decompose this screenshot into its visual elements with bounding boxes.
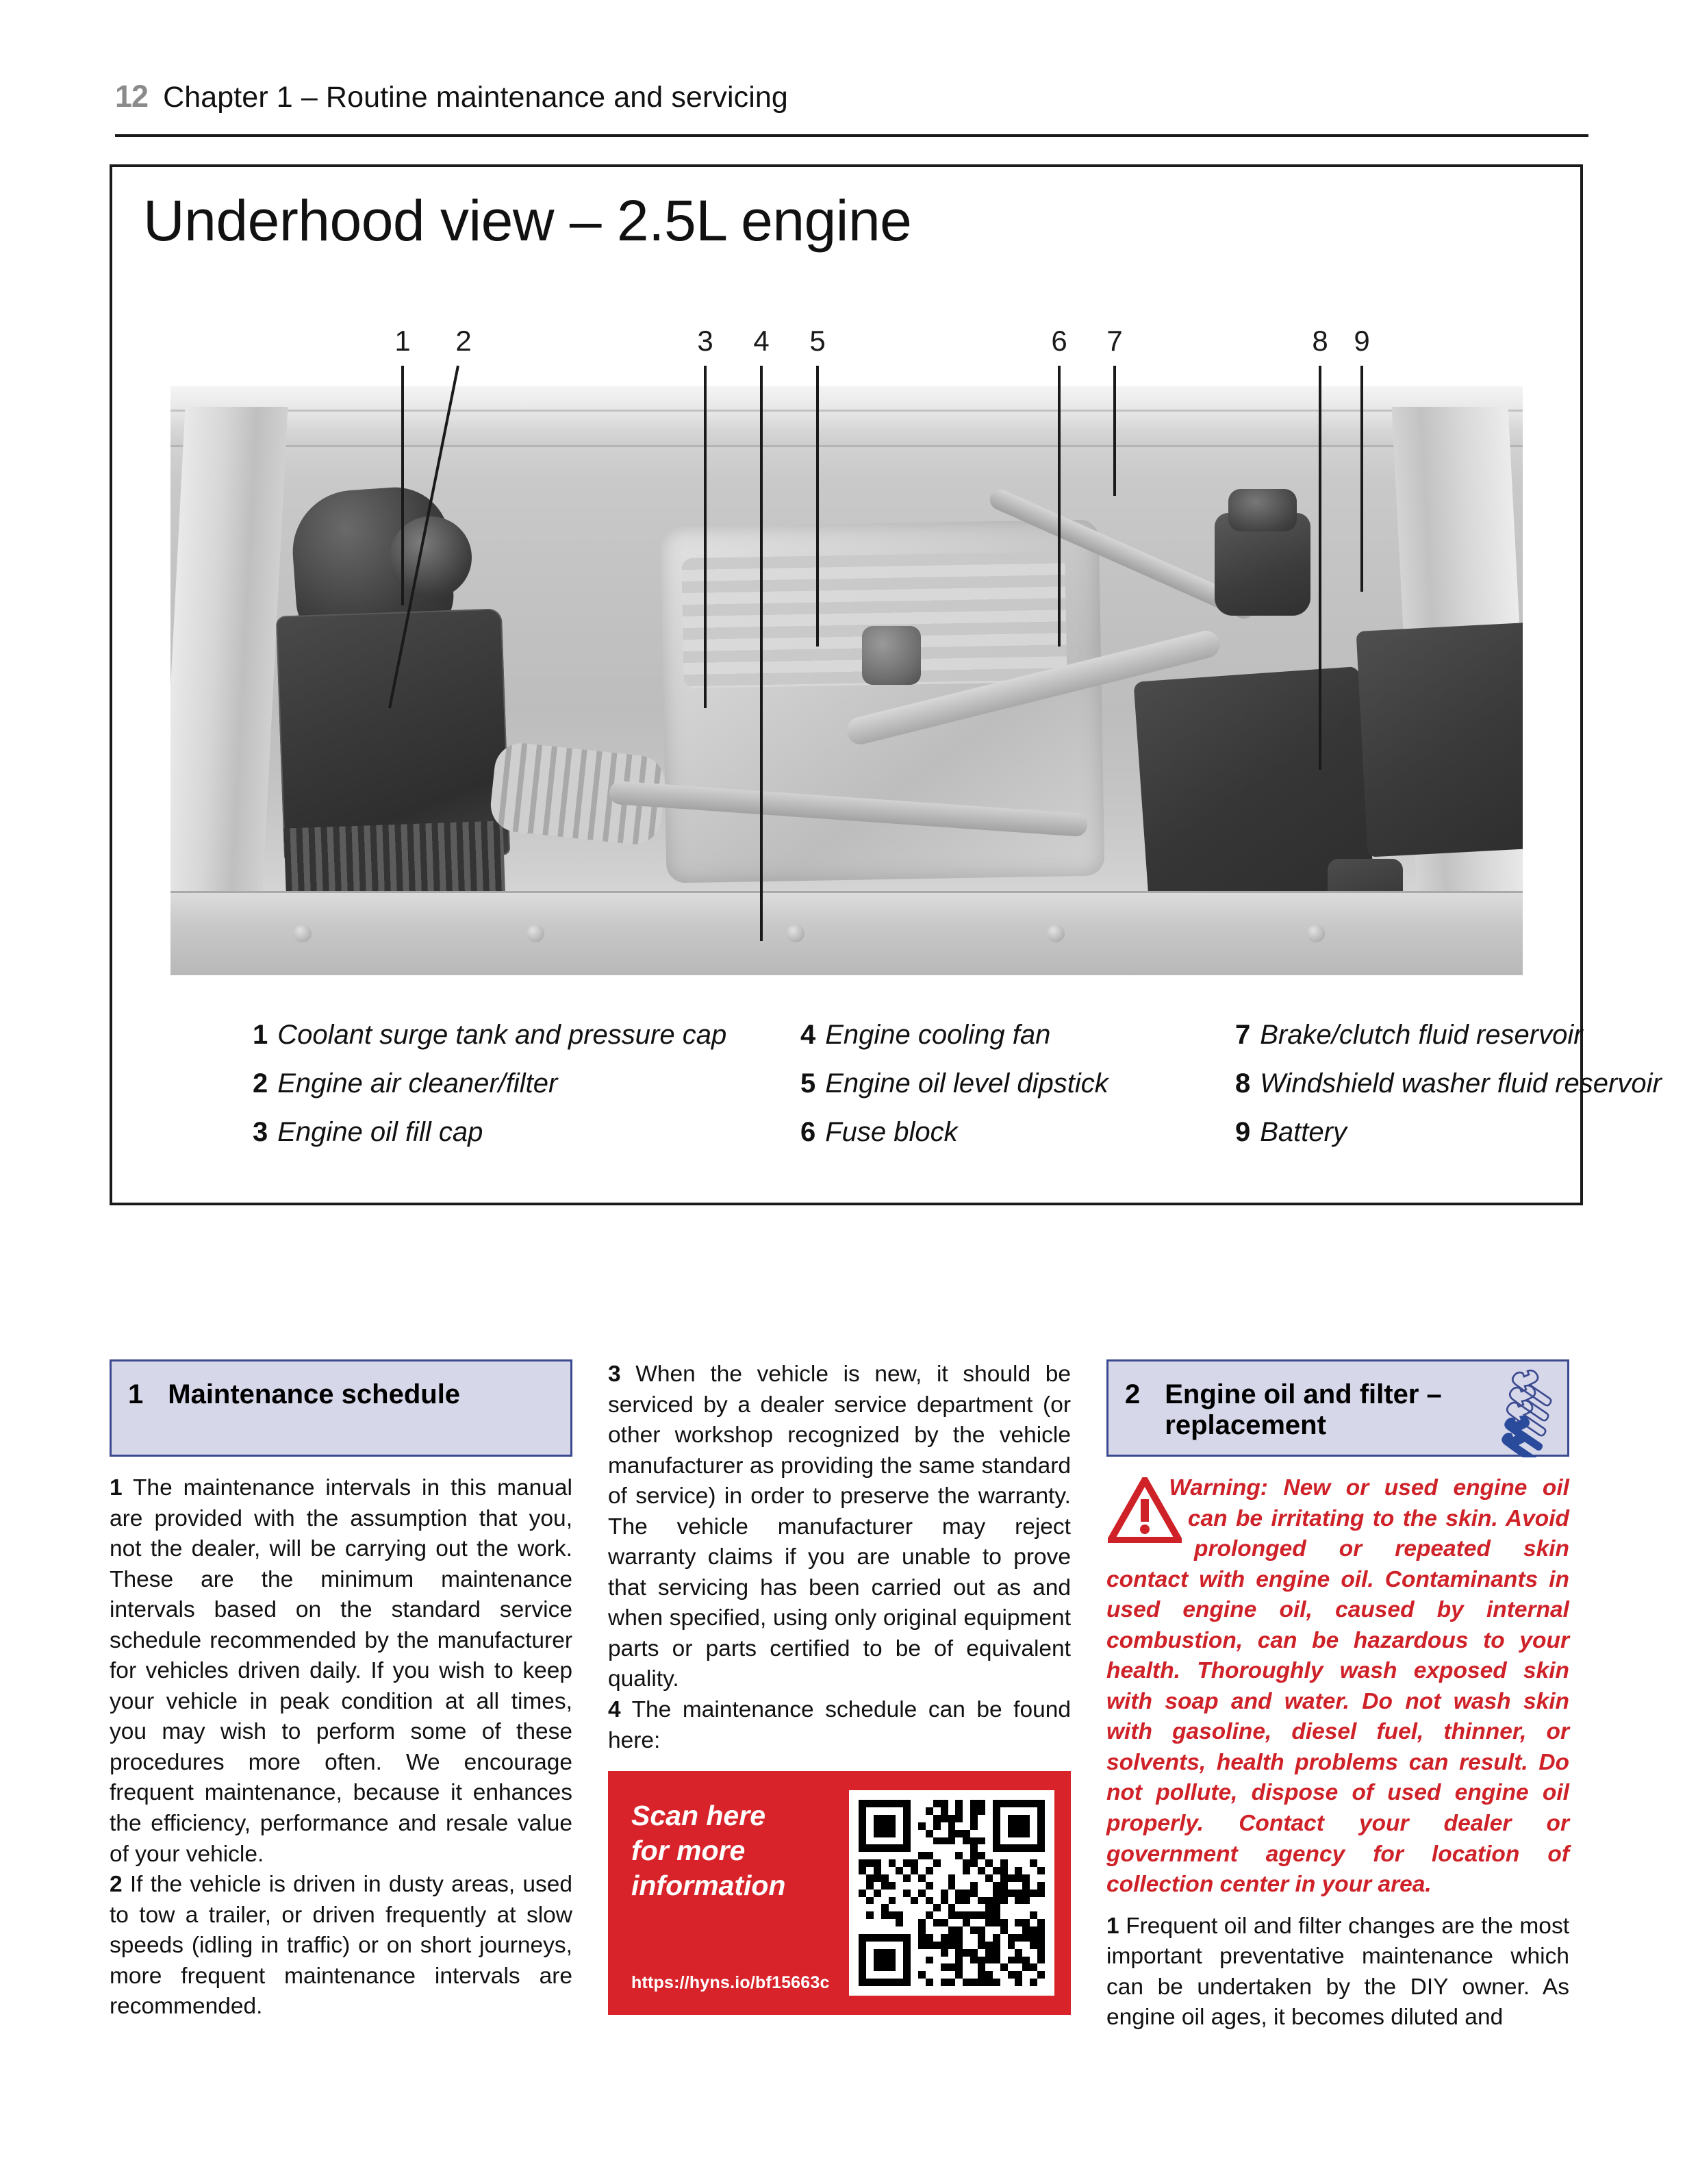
- legend-item: [800, 1068, 1211, 1099]
- paragraph-5: [1106, 1911, 1569, 2033]
- legend-item: [1235, 1068, 1687, 1099]
- section-title: [1165, 1379, 1442, 1441]
- chapter-title: Chapter 1 – Routine maintenance and servicing: [163, 81, 788, 114]
- section-number: 2: [1125, 1379, 1141, 1409]
- section-number: 1: [128, 1379, 144, 1409]
- body-column-2: [608, 1359, 1071, 2015]
- paragraph-text: Frequent oil and filter changes are the most important preventative maintenance which can be undertaken by the DIY owner. As engine oil ages, it becomes diluted and: [1106, 1913, 1569, 2031]
- body-column-3: [1106, 1359, 1569, 2033]
- legend-number: 3: [253, 1117, 268, 1147]
- running-header: [115, 79, 1587, 114]
- qr-promo-box[interactable]: [608, 1771, 1071, 2015]
- qr-promo-text: [631, 1798, 785, 1903]
- callout-2: 2: [455, 325, 472, 357]
- qr-promo-url[interactable]: https://hyns.io/bf15663c: [631, 1973, 830, 1993]
- legend-label: Engine oil fill cap: [277, 1117, 483, 1147]
- legend-number: 5: [800, 1068, 816, 1099]
- paragraph-text: When the vehicle is new, it should be serviced by a dealer service department (or other workshop recognized by the vehicle manufacturer as providing the same standard of service) in order to preserve the warranty. The vehicle manufacturer may reject warranty claims if you are unable to prove that servicing has been carried out as and when specified, using only original equipment parts or parts certified to be of equivalent quality.: [608, 1361, 1071, 1692]
- legend-label: Engine oil level dipstick: [825, 1068, 1108, 1099]
- warning-text: Warning: New or used engine oil can be irritating to the skin. Avoid prolonged or repeated skin contact with engine oil. Contaminants in used engine oil, caused by internal combustion, can be hazardous to your health. Thoroughly wash exposed skin with soap and water. Do not wash skin with gasoline, diesel fuel, thinner, or solvents, health problems can result. Do not pollute, dispose of used engine oil properly. Contact your dealer or government agency for location of collection center in your area.: [1106, 1475, 1569, 1898]
- header-rule: [115, 134, 1588, 137]
- legend-column-3: [1235, 1020, 1687, 1166]
- paragraph-number: 4: [608, 1697, 621, 1723]
- warning-block: [1106, 1473, 1569, 1900]
- paragraph-number: 1: [110, 1475, 123, 1501]
- legend-number: 6: [800, 1117, 816, 1147]
- callout-1: 1: [394, 325, 411, 357]
- page-number: 12: [115, 79, 149, 114]
- legend-label: Engine cooling fan: [825, 1020, 1051, 1050]
- figure-legend: [112, 1020, 1662, 1177]
- legend-item: [253, 1068, 732, 1099]
- legend-label: Engine air cleaner/filter: [277, 1068, 558, 1099]
- qr-code[interactable]: [849, 1790, 1054, 1996]
- legend-number: 8: [1235, 1068, 1251, 1099]
- qr-promo-line2: for more: [631, 1834, 746, 1866]
- legend-column-1: [253, 1020, 732, 1166]
- qr-promo-line3: information: [631, 1869, 786, 1901]
- legend-item: [253, 1020, 732, 1051]
- legend-item: [1235, 1020, 1687, 1051]
- callout-5: 5: [809, 325, 826, 357]
- paragraph-number: 1: [1106, 1913, 1119, 1939]
- paragraph-1: [110, 1473, 572, 1870]
- qr-promo-line1: Scan here: [631, 1800, 765, 1832]
- section-title-line1: Engine oil and filter –: [1165, 1379, 1442, 1409]
- figure-title: Underhood view – 2.5L engine: [143, 188, 912, 253]
- legend-number: 2: [253, 1068, 268, 1099]
- paragraph-text: If the vehicle is driven in dusty areas, used to tow a trailer, or driven frequently at slow speeds (idling in traffic) or on short journeys, more frequent maintenance intervals are recommended.: [110, 1872, 573, 2020]
- callout-9: 9: [1354, 325, 1370, 357]
- spanner-rating-icon: [1495, 1367, 1560, 1457]
- callout-6: 6: [1051, 325, 1067, 357]
- legend-item: [253, 1117, 732, 1148]
- section-header-maintenance-schedule: [110, 1359, 572, 1457]
- legend-label: Fuse block: [825, 1117, 958, 1147]
- legend-item: [800, 1117, 1211, 1148]
- callout-7: 7: [1106, 325, 1123, 357]
- legend-label: Windshield washer fluid reservoir: [1260, 1068, 1662, 1099]
- callout-4: 4: [753, 325, 770, 357]
- section-title: Maintenance schedule: [168, 1379, 461, 1409]
- paragraph-2: [110, 1870, 572, 2022]
- legend-number: 4: [800, 1020, 816, 1050]
- callout-3: 3: [697, 325, 713, 357]
- paragraph-4: [608, 1695, 1071, 1756]
- paragraph-text: The maintenance intervals in this manual are provided with the assumption that you, not the dealer, will be carrying out the work. These are the minimum maintenance intervals based on the standard service schedule recommended by the manufacturer for vehicles driven daily. If you wish to keep your vehicle in peak condition at all times, you may wish to perform some of these procedures more often. We encourage frequent maintenance, because it enhances the efficiency, performance and resale value of your vehicle.: [110, 1475, 572, 1867]
- legend-label: Brake/clutch fluid reservoir: [1260, 1020, 1583, 1050]
- legend-item: [1235, 1117, 1687, 1148]
- legend-label: Battery: [1260, 1117, 1347, 1147]
- underhood-photo: [170, 386, 1523, 975]
- legend-number: 7: [1235, 1020, 1251, 1050]
- body-column-1: [110, 1359, 572, 2022]
- paragraph-3: [608, 1359, 1071, 1695]
- paragraph-number: 2: [110, 1872, 123, 1898]
- section-header-engine-oil-filter: [1106, 1359, 1569, 1457]
- section-title-line2: replacement: [1165, 1409, 1326, 1440]
- legend-column-2: [800, 1020, 1211, 1166]
- legend-item: [800, 1020, 1211, 1051]
- underhood-figure-box: [110, 164, 1662, 1205]
- legend-number: 1: [253, 1020, 268, 1050]
- callout-8: 8: [1312, 325, 1328, 357]
- paragraph-number: 3: [608, 1361, 621, 1387]
- legend-label: Coolant surge tank and pressure cap: [277, 1020, 727, 1050]
- paragraph-text: The maintenance schedule can be found here:: [608, 1697, 1072, 1753]
- legend-number: 9: [1235, 1117, 1251, 1147]
